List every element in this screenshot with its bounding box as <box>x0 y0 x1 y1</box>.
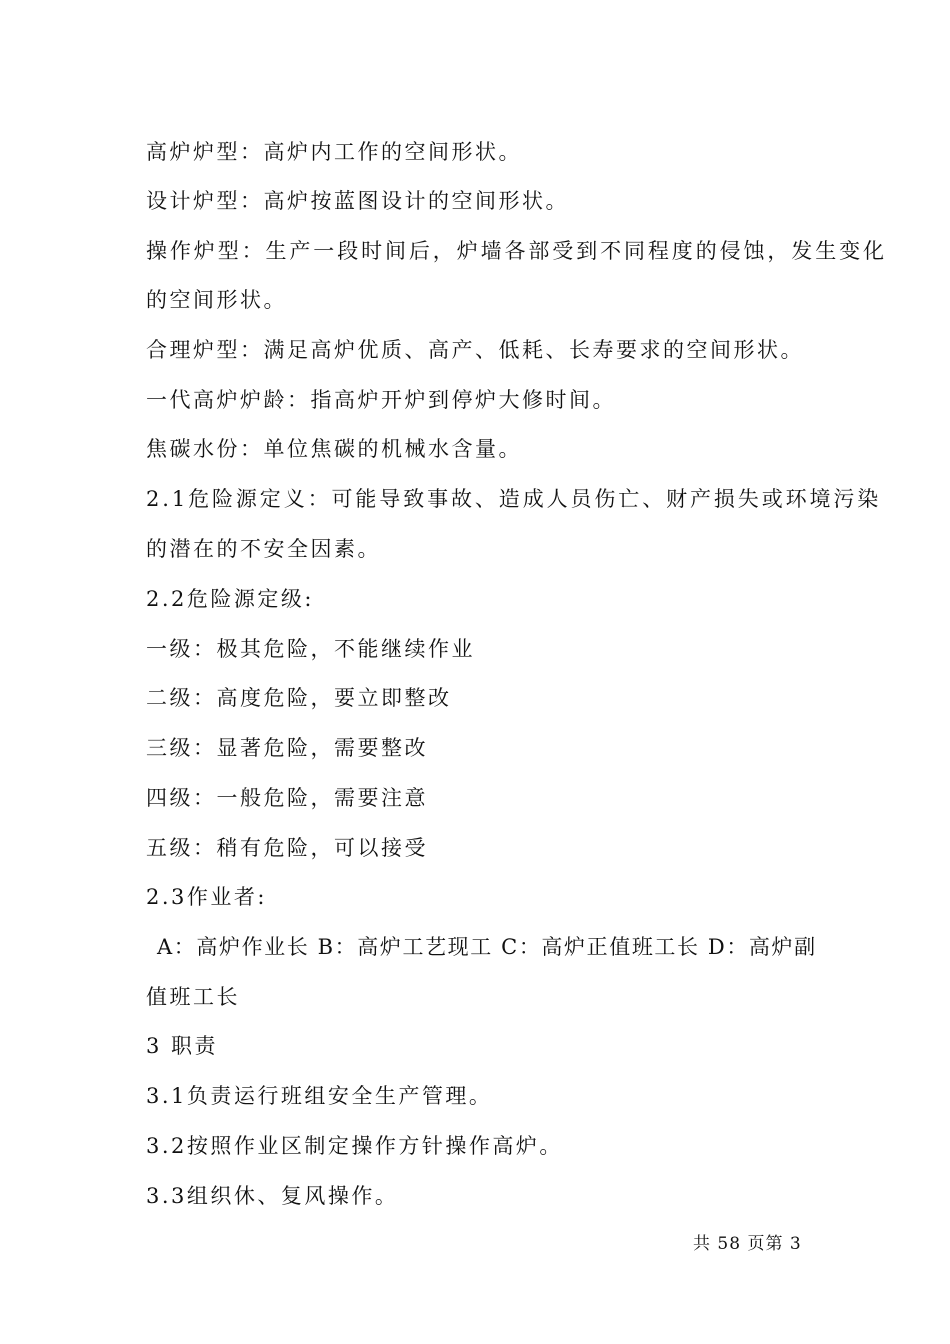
hazard-level-5: 五级：稍有危险，可以接受 <box>146 836 428 860</box>
section-2-1-hazard-definition-cont: 的潜在的不安全因素。 <box>146 537 381 561</box>
hazard-level-2: 二级：高度危险，要立即整改 <box>146 686 452 710</box>
hazard-level-4: 四级：一般危险，需要注意 <box>146 786 428 810</box>
definition-blast-furnace-profile: 高炉炉型：高炉内工作的空间形状。 <box>146 140 522 164</box>
section-3-responsibilities: 3 职责 <box>146 1034 219 1058</box>
definition-coke-moisture: 焦碳水份：单位焦碳的机械水含量。 <box>146 437 522 461</box>
definition-operating-profile: 操作炉型：生产一段时间后，炉墙各部受到不同程度的侵蚀，发生变化 <box>146 239 887 263</box>
responsibility-3-1: 3.1负责运行班组安全生产管理。 <box>146 1084 493 1108</box>
definition-design-profile: 设计炉型：高炉按蓝图设计的空间形状。 <box>146 189 569 213</box>
page-number-footer: 共 58 页第 3 <box>693 1234 802 1254</box>
responsibility-3-2: 3.2按照作业区制定操作方针操作高炉。 <box>146 1134 563 1158</box>
definition-campaign-life: 一代高炉炉龄：指高炉开炉到停炉大修时间。 <box>146 388 616 412</box>
operator-list: A：高炉作业长 B：高炉工艺现工 C：高炉正值班工长 D：高炉副 <box>157 935 817 959</box>
section-2-3-operators: 2.3作业者: <box>146 885 267 909</box>
definition-operating-profile-cont: 的空间形状。 <box>146 288 287 312</box>
definition-rational-profile: 合理炉型：满足高炉优质、高产、低耗、长寿要求的空间形状。 <box>146 338 804 362</box>
operator-list-cont: 值班工长 <box>146 985 240 1009</box>
hazard-level-3: 三级：显著危险，需要整改 <box>146 736 428 760</box>
section-2-1-hazard-definition: 2.1危险源定义：可能导致事故、造成人员伤亡、财产损失或环境污染 <box>146 487 882 511</box>
section-2-2-hazard-levels: 2.2危险源定级: <box>146 587 314 611</box>
responsibility-3-3: 3.3组织休、复风操作。 <box>146 1184 399 1208</box>
hazard-level-1: 一级：极其危险，不能继续作业 <box>146 637 475 661</box>
